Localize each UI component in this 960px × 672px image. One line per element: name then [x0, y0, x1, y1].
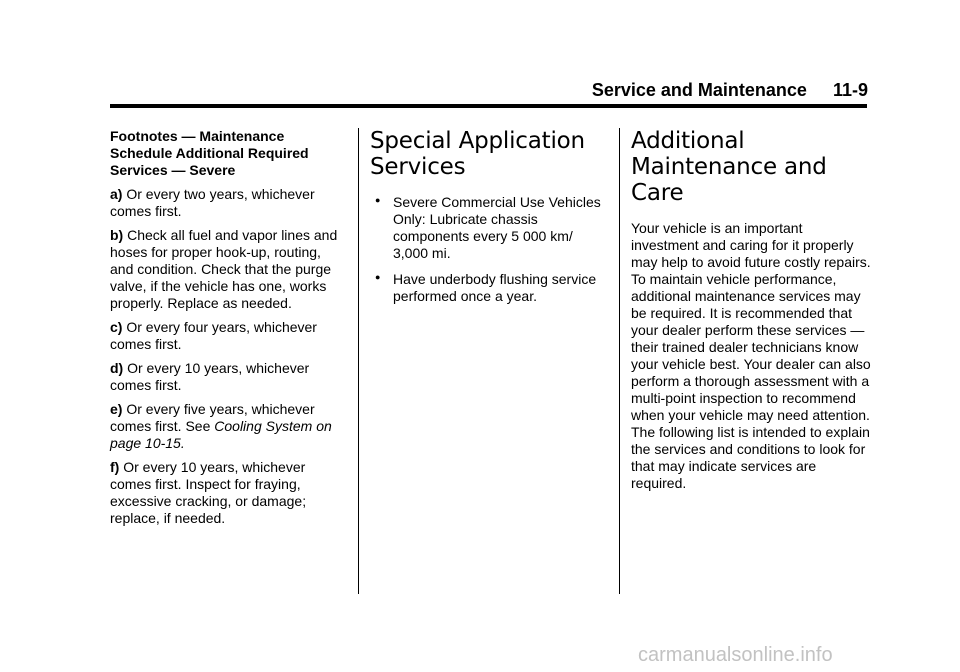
footnote-d [110, 360, 345, 394]
footnote-text: Check all fuel and vapor lines and hoses for proper hook-up, routing, and condition. Check that the purge valve, if the vehicle has one, works properly. Replace as needed. [110, 227, 338, 311]
footnotes-title: Footnotes — Maintenance Schedule Additional Required Services — Severe [110, 128, 309, 178]
page-number: 11-9 [832, 80, 868, 100]
additional-care-column [631, 128, 871, 492]
bullet-icon: ● [375, 195, 381, 205]
footnote-label: b) [110, 227, 124, 243]
footnote-label: c) [110, 319, 123, 335]
header-rule [110, 104, 867, 108]
footnote-text: Or every five years, whichever comes first. See [110, 401, 315, 434]
footnote-label: f) [110, 459, 120, 475]
footnote-b [110, 227, 345, 312]
watermark: carmanualsonline.info [638, 644, 833, 666]
section-heading: Additional Maintenance and Care [631, 128, 827, 206]
section-title: Service and Maintenance [591, 80, 807, 100]
footnote-label: d) [110, 360, 124, 376]
list-item [370, 271, 610, 305]
list-item-text: Severe Commercial Use Vehicles Only: Lubricate chassis components every 5 000 km/ 3,000 mi. [393, 194, 601, 261]
column-divider [619, 128, 620, 594]
list-item [370, 194, 610, 262]
footnote-text: Or every four years, whichever comes first. [110, 319, 317, 352]
footnote-text: Or every 10 years, whichever comes first. Inspect for fraying, excessive cracking, or damage; replace, if needed. [110, 459, 307, 526]
footnote-label: e) [110, 401, 123, 417]
column-divider [358, 128, 359, 594]
page-header [592, 80, 868, 101]
footnote-text: Or every two years, whichever comes first. [110, 186, 315, 219]
footnotes-column [110, 128, 345, 534]
special-services-column [370, 128, 610, 314]
footnote-e [110, 401, 345, 452]
footnote-f [110, 459, 345, 527]
footnote-c [110, 319, 345, 353]
footnote-text: Or every 10 years, whichever comes first. [110, 360, 310, 393]
cross-reference-link[interactable]: Cooling System on page 10-15. [110, 418, 332, 451]
footnote-label: a) [110, 186, 123, 202]
body-paragraph: Your vehicle is an important investment and caring for it properly may help to avoid future costly repairs. To maintain vehicle performance, additional maintenance services may be required. It is recommended that your dealer perform these services — their trained dealer technicians know your vehicle best. Your dealer can also perform a thorough assessment with a multi-point inspection to recommend when your vehicle may need attention. The following list is intended to explain the services and conditions to look for that may indicate services are required. [631, 220, 871, 491]
bullet-icon: ● [375, 272, 381, 282]
list-item-text: Have underbody flushing service performed once a year. [393, 271, 597, 304]
footnote-a [110, 186, 345, 220]
bullet-list [370, 194, 610, 305]
section-heading: Special Application Services [370, 128, 585, 180]
